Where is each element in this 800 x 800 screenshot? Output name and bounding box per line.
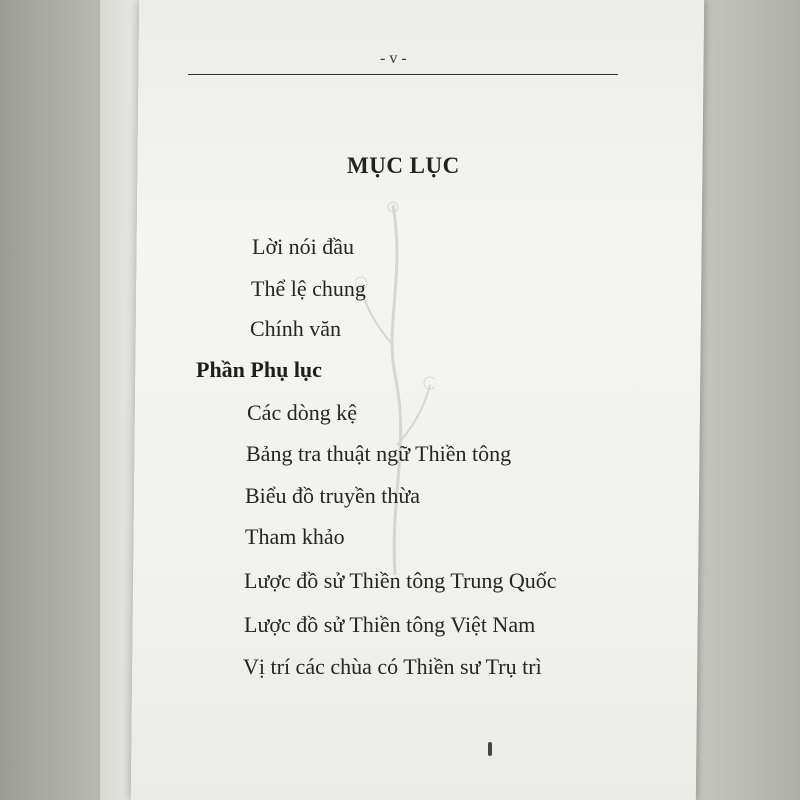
toc-item: Các dòng kệ (247, 400, 357, 425)
section-heading: Phần Phụ lục (196, 357, 322, 382)
page-number: - v - (380, 50, 407, 67)
toc-item: Vị trí các chùa có Thiền sư Trụ trì (243, 654, 542, 679)
pen-mark (488, 742, 492, 756)
toc-item: Bảng tra thuật ngữ Thiền tông (246, 441, 512, 466)
toc-item: Lời nói đầu (252, 234, 355, 259)
header-rule (188, 74, 618, 75)
blossom-branch-watermark (355, 195, 435, 575)
toc-item: Lược đồ sử Thiền tông Việt Nam (244, 612, 536, 637)
toc-item: Chính văn (250, 316, 342, 341)
toc-item: Lược đồ sử Thiền tông Trung Quốc (244, 568, 557, 593)
page-title: MỤC LỤC (347, 153, 460, 178)
toc-item: Biểu đồ truyền thừa (245, 483, 421, 508)
toc-item: Thể lệ chung (251, 276, 366, 301)
toc-item: Tham khảo (245, 524, 345, 549)
